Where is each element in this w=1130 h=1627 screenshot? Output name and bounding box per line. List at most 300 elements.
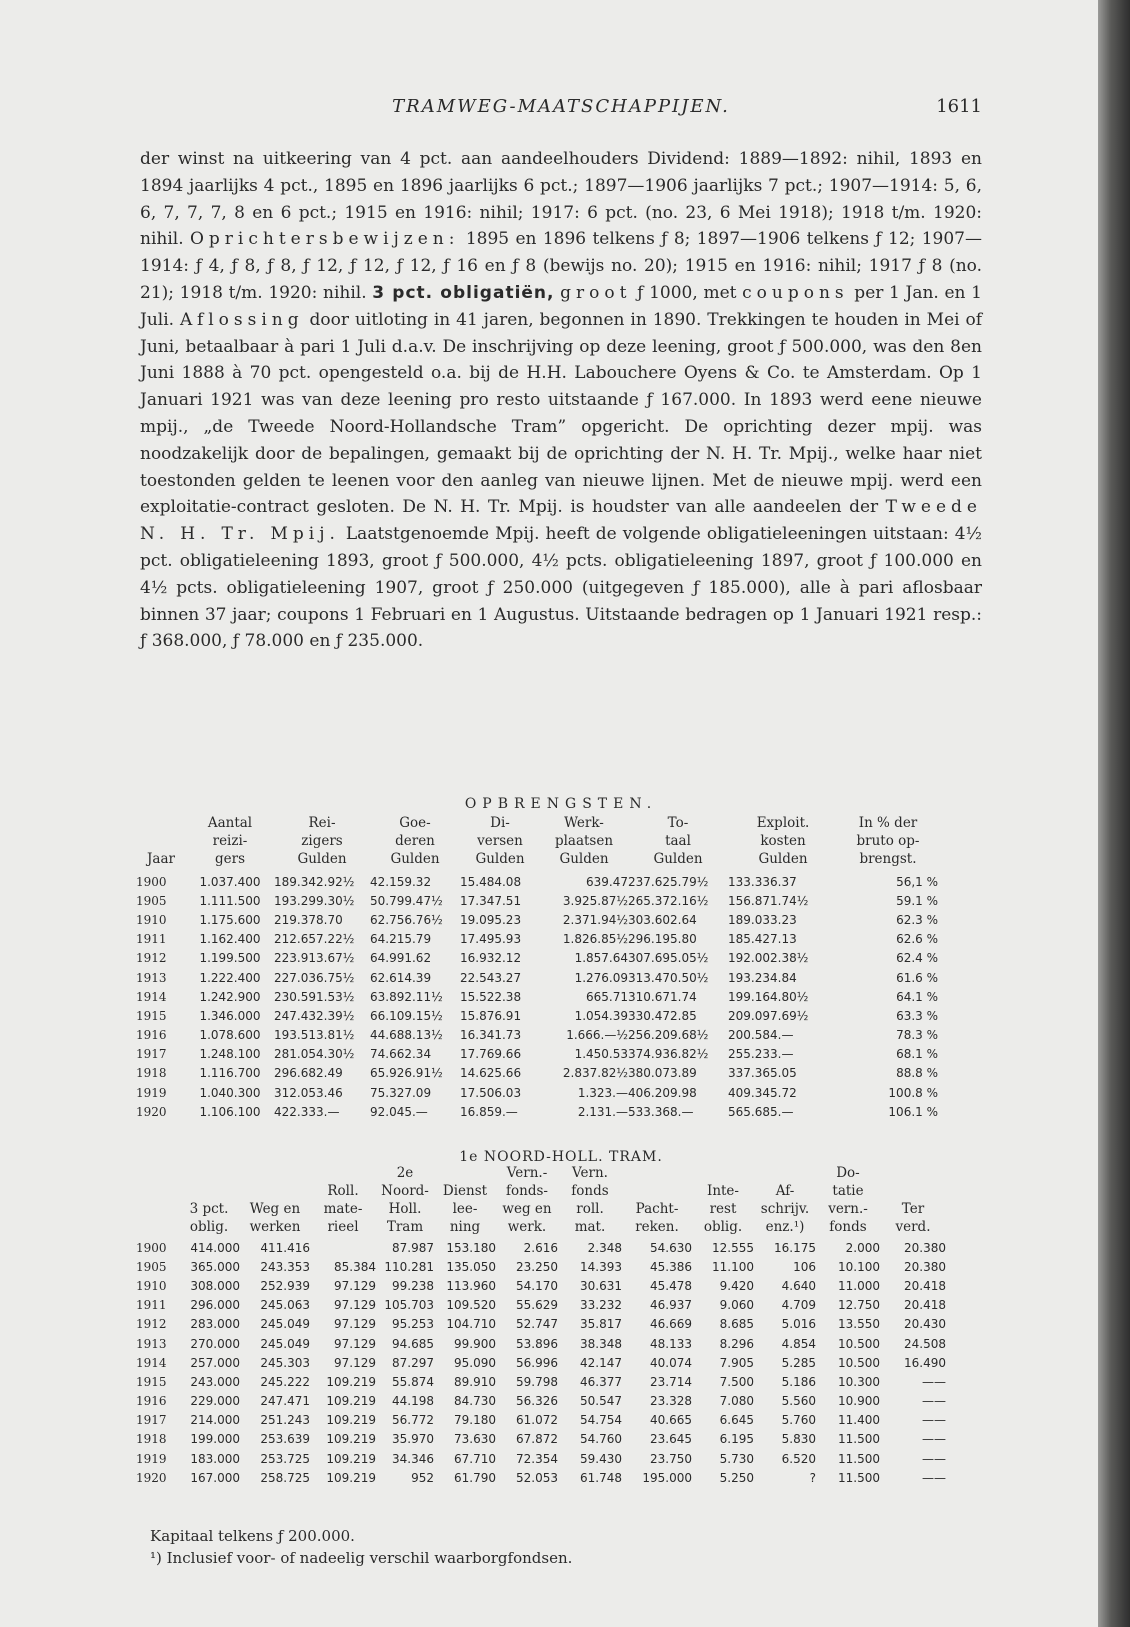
table-cell: 54.760 xyxy=(580,1432,622,1447)
table-cell: 1.857.64 xyxy=(574,951,628,966)
table-cell: 1910 xyxy=(136,1278,167,1293)
header-line: enz.¹) xyxy=(765,1219,805,1235)
header-line: fonds xyxy=(571,1183,609,1199)
table-cell: 11.000 xyxy=(838,1278,880,1293)
table-cell: 156.871.74½ xyxy=(728,893,809,908)
paragraph-segment: coupons xyxy=(742,282,849,303)
table-cell: 20.380 xyxy=(904,1259,946,1274)
table-cell: 72.354 xyxy=(516,1451,558,1466)
table-cell: 34.346 xyxy=(392,1451,434,1466)
table-cell: 17.506.03 xyxy=(460,1085,522,1100)
header-line: Af- xyxy=(775,1183,795,1199)
table-cell xyxy=(310,1238,376,1257)
table-cell: 7.500 xyxy=(719,1374,754,1389)
table-cell: 10.500 xyxy=(838,1355,880,1370)
table-cell: 1912 xyxy=(136,951,167,966)
table-cell: 11.500 xyxy=(838,1470,880,1485)
table-cell: 153.180 xyxy=(446,1240,496,1255)
book-spine xyxy=(1098,0,1130,1627)
table1-column-header xyxy=(540,814,628,868)
paragraph-segment: der winst na uitkeering van 4 pct. aan aandeelhouders Dividend: 1889—1892: nihil, 1893 en 1894 jaarlijks 4 pct., 1895 en 1896 jaarlijks 6 pct.; 1897—1906 jaarlijks 7 pct.; 1907—1914: 5, 6, 6, 7, 7, 7, 8 en 6 pct.; 1915 en 1916: nihil; 1917: 6 pct. (no. 23, 6 Mei 1918); 1918 t/m. 1920: nihil. xyxy=(140,149,982,250)
table-row xyxy=(136,1392,946,1411)
table-cell: 16.859.— xyxy=(460,1104,518,1119)
table-cell: 245.049 xyxy=(260,1317,310,1332)
table-cell: 104.710 xyxy=(446,1317,496,1332)
header-line: mat. xyxy=(574,1219,606,1235)
table-cell: 61.790 xyxy=(454,1470,496,1485)
table-cell: 84.730 xyxy=(454,1394,496,1409)
noord-holl-tram-table xyxy=(136,1164,986,1485)
table-cell: —— xyxy=(922,1451,946,1466)
table-cell: 99.238 xyxy=(392,1278,434,1293)
table-cell: 411.416 xyxy=(260,1240,310,1255)
header-line: kosten xyxy=(760,833,806,849)
header-line xyxy=(240,1182,310,1200)
table-cell: 1.037.400 xyxy=(199,874,261,889)
table1-column-header xyxy=(274,814,370,868)
table-cell: 1916 xyxy=(136,1394,167,1409)
table-cell: 189.033.23 xyxy=(728,912,797,927)
table-cell: 133.336.37 xyxy=(728,874,797,889)
table-cell: 106.1 % xyxy=(888,1104,938,1119)
header-line: Werk- xyxy=(564,815,604,831)
table-cell: 409.345.72 xyxy=(728,1085,797,1100)
table-cell: 2.371.94½ xyxy=(562,912,628,927)
table-cell: 23.250 xyxy=(516,1259,558,1274)
header-line: werk. xyxy=(507,1219,547,1235)
header-line: Aantal xyxy=(207,815,253,831)
table-cell: 212.657.22½ xyxy=(274,932,355,947)
table-cell: 9.420 xyxy=(719,1278,754,1293)
table-cell: 1900 xyxy=(136,874,167,889)
opbrengsten-table-body xyxy=(136,872,938,1121)
table-cell: 12.555 xyxy=(712,1240,754,1255)
table-cell: 1.323.— xyxy=(577,1085,628,1100)
table-cell: 209.097.69½ xyxy=(728,1008,809,1023)
header-line xyxy=(434,1164,496,1182)
table-cell: 255.233.— xyxy=(728,1047,794,1062)
table-cell: —— xyxy=(922,1374,946,1389)
table-cell: 79.180 xyxy=(454,1413,496,1428)
table-cell: 20.418 xyxy=(904,1298,946,1313)
table-cell: 13.550 xyxy=(838,1317,880,1332)
table-cell: 46.377 xyxy=(580,1374,622,1389)
table-cell: 283.000 xyxy=(190,1317,240,1332)
header-line: Dienst xyxy=(442,1183,488,1199)
table1-column-header xyxy=(838,814,938,868)
table-cell: 219.378.70 xyxy=(274,912,343,927)
table-cell: 253.639 xyxy=(260,1432,310,1447)
table-cell: 4.854 xyxy=(781,1336,816,1351)
table1-column-header xyxy=(728,814,838,868)
header-line: fonds- xyxy=(506,1183,548,1199)
table-cell: 62.3 % xyxy=(896,912,938,927)
table-cell: 5.730 xyxy=(719,1451,754,1466)
table-cell: 40.665 xyxy=(650,1413,692,1428)
table-cell: 1.222.400 xyxy=(199,970,261,985)
table-cell: 97.129 xyxy=(334,1278,376,1293)
table-cell: 2.616 xyxy=(523,1240,558,1255)
table-cell: 1.826.85½ xyxy=(562,932,628,947)
header-line xyxy=(136,1164,178,1182)
table-cell: 307.695.05½ xyxy=(628,951,709,966)
table-row xyxy=(136,1353,946,1372)
table-cell: 10.500 xyxy=(838,1336,880,1351)
table-cell: 23.714 xyxy=(650,1374,692,1389)
header-line: Jaar xyxy=(147,851,175,867)
table-cell: 42.159.32 xyxy=(370,874,432,889)
table-row xyxy=(136,1372,946,1391)
table-cell: 5.830 xyxy=(781,1432,816,1447)
table-cell: 52.053 xyxy=(516,1470,558,1485)
table-cell: 1.054.39 xyxy=(574,1008,628,1023)
table-cell: 199.000 xyxy=(190,1432,240,1447)
table-cell: 256.209.68½ xyxy=(628,1028,709,1043)
table-row xyxy=(136,1430,946,1449)
table-cell: 113.960 xyxy=(446,1278,496,1293)
table-cell: 55.629 xyxy=(516,1298,558,1313)
table-row xyxy=(136,1083,938,1102)
table-cell: 1920 xyxy=(136,1470,167,1485)
table-cell: 17.769.66 xyxy=(460,1047,522,1062)
table2-column-header xyxy=(816,1164,880,1236)
table-cell: 374.936.82½ xyxy=(628,1047,709,1062)
table-cell: 296.682.49 xyxy=(274,1066,343,1081)
table-cell: 11.500 xyxy=(838,1451,880,1466)
running-title: TRAMWEG-MAATSCHAPPIJEN. xyxy=(392,96,730,117)
header-line: To- xyxy=(667,815,689,831)
table-cell: 1905 xyxy=(136,893,167,908)
table-cell: 14.625.66 xyxy=(460,1066,522,1081)
header-line: Gulden xyxy=(297,851,347,867)
table1-column-header xyxy=(628,814,728,868)
header-line: verd. xyxy=(895,1219,931,1235)
table-cell: 17.495.93 xyxy=(460,932,522,947)
table-cell: 54.754 xyxy=(580,1413,622,1428)
table-cell: 192.002.38½ xyxy=(728,951,809,966)
table-cell: 85.384 xyxy=(334,1259,376,1274)
table-cell: 105.703 xyxy=(384,1298,434,1313)
opbrengsten-table-header xyxy=(136,814,986,868)
header-line xyxy=(622,1182,692,1200)
table-row xyxy=(136,930,938,949)
header-line: weg en xyxy=(502,1201,552,1217)
table-row xyxy=(136,891,938,910)
table-cell: 243.353 xyxy=(260,1259,310,1274)
table-cell: 109.219 xyxy=(326,1451,376,1466)
header-line: Roll. xyxy=(327,1183,359,1199)
table-cell: 2.000 xyxy=(845,1240,880,1255)
table-cell: 253.725 xyxy=(260,1451,310,1466)
table-cell: 4.640 xyxy=(781,1278,816,1293)
table-cell: 64.991.62 xyxy=(370,951,432,966)
paragraph-segment: 1895 en 1896 telkens ƒ 8; 1897—1906 telkens ƒ 12; 1907—1914: ƒ 4, ƒ 8, ƒ 8, ƒ 12, ƒ 12, ƒ 12, ƒ 16 en ƒ 8 (bewijs no. 20); 1915 en 1916: nihil; 1917 ƒ 8 (no. 21); 1918 t/m. 1920: nihil. xyxy=(140,229,982,303)
header-line xyxy=(136,832,186,850)
table-cell: 99.900 xyxy=(454,1336,496,1351)
table-cell: 56.772 xyxy=(392,1413,434,1428)
table-row xyxy=(136,968,938,987)
paragraph-text xyxy=(140,146,982,655)
header-line: lee- xyxy=(452,1201,478,1217)
table-cell: 639.47 xyxy=(586,874,628,889)
table-cell: 1918 xyxy=(136,1432,167,1447)
table-row xyxy=(136,1468,946,1487)
header-line xyxy=(880,1182,946,1200)
table-row xyxy=(136,1238,946,1257)
table-cell: 303.602.64 xyxy=(628,912,697,927)
table-cell: 296.195.80 xyxy=(628,932,697,947)
header-line: schrijv. xyxy=(760,1201,810,1217)
table-cell: 223.913.67½ xyxy=(274,951,355,966)
table-cell: 56,1 % xyxy=(896,874,938,889)
table-cell: 40.074 xyxy=(650,1355,692,1370)
table-cell: 1.242.900 xyxy=(199,989,261,1004)
header-line: Holl. xyxy=(388,1201,422,1217)
header-line: Noord- xyxy=(381,1183,429,1199)
table-cell: 20.430 xyxy=(904,1317,946,1332)
header-line: Rei- xyxy=(308,815,336,831)
table-cell: 16.932.12 xyxy=(460,951,522,966)
table-cell: 56.326 xyxy=(516,1394,558,1409)
header-line xyxy=(880,1164,946,1182)
header-line: Weg en xyxy=(249,1201,301,1217)
table-cell: 45.386 xyxy=(650,1259,692,1274)
header-line: tatie xyxy=(832,1183,864,1199)
table-cell: 1.346.000 xyxy=(199,1008,261,1023)
table-cell: 75.327.09 xyxy=(370,1085,432,1100)
page-number: 1611 xyxy=(936,96,982,117)
body-paragraph xyxy=(140,146,982,655)
table-row xyxy=(136,1411,946,1430)
table-row xyxy=(136,1296,946,1315)
header-line xyxy=(310,1164,376,1182)
table-cell: 1911 xyxy=(136,1298,167,1313)
header-line: rest xyxy=(709,1201,737,1217)
table-cell: 97.129 xyxy=(334,1298,376,1313)
header-line: 3 pct. xyxy=(189,1201,229,1217)
paragraph-segment: ƒ 1000, met xyxy=(631,282,743,303)
table-cell: 265.372.16½ xyxy=(628,893,709,908)
table1-column-header xyxy=(460,814,540,868)
table-cell: 46.937 xyxy=(650,1298,692,1313)
table-cell: 195.000 xyxy=(642,1470,692,1485)
noord-holl-tram-table-header xyxy=(136,1164,986,1236)
header-line: deren xyxy=(395,833,435,849)
table-cell: 414.000 xyxy=(190,1240,240,1255)
table-cell: 1920 xyxy=(136,1104,167,1119)
header-line: versen xyxy=(477,833,523,849)
table-cell: 11.500 xyxy=(838,1432,880,1447)
table2-column-header xyxy=(376,1164,434,1236)
table2-column-header xyxy=(136,1164,178,1236)
table-cell: 5.285 xyxy=(781,1355,816,1370)
table-cell: 88.8 % xyxy=(896,1066,938,1081)
paragraph-segment: Laatstgenoemde Mpij. heeft de volgende obligatieleeningen uitstaan: 4½ pct. obligatieleening 1893, groot ƒ 500.000, 4½ pcts. obligatieleening 1897, groot ƒ 100.000 en 4½ pcts. obligatieleening 1907, groot ƒ 250.000 (uitgegeven ƒ 185.000), alle à pari aflosbaar binnen 37 jaar; coupons 1 Februari en 1 Augustus. Uitstaande bedragen op 1 Januari 1921 resp.: ƒ 368.000, ƒ 78.000 en ƒ 235.000. xyxy=(140,524,982,652)
opbrengsten-title: OPBRENGSTEN. xyxy=(464,796,658,812)
table-cell: 61.6 % xyxy=(896,970,938,985)
header-line: mate- xyxy=(323,1201,363,1217)
table-cell: 193.299.30½ xyxy=(274,893,355,908)
table-cell: 1.162.400 xyxy=(199,932,261,947)
header-line xyxy=(692,1164,754,1182)
table-row xyxy=(136,1315,946,1334)
table-cell: 42.147 xyxy=(580,1355,622,1370)
table-cell: 533.368.— xyxy=(628,1104,694,1119)
header-line: Pacht- xyxy=(635,1201,679,1217)
table-cell: 62.614.39 xyxy=(370,970,432,985)
header-line xyxy=(622,1164,692,1182)
table-cell: 59.798 xyxy=(516,1374,558,1389)
table-cell: 330.472.85 xyxy=(628,1008,697,1023)
table-cell: 66.109.15½ xyxy=(370,1008,443,1023)
table-cell: 5.560 xyxy=(781,1394,816,1409)
table-cell: 12.750 xyxy=(838,1298,880,1313)
table-cell: 5.760 xyxy=(781,1413,816,1428)
table-cell: 9.060 xyxy=(719,1298,754,1313)
table-cell: 3.925.87½ xyxy=(562,893,628,908)
table-cell: 6.520 xyxy=(781,1451,816,1466)
table-cell: 245.049 xyxy=(260,1336,310,1351)
table2-column-header xyxy=(622,1164,692,1236)
table-cell: 135.050 xyxy=(446,1259,496,1274)
header-line: Gulden xyxy=(475,851,525,867)
table-cell: 44.198 xyxy=(392,1394,434,1409)
table2-column-header xyxy=(434,1164,496,1236)
table-cell: 15.876.91 xyxy=(460,1008,522,1023)
table-cell: 1.276.09 xyxy=(574,970,628,985)
header-line: Vern. xyxy=(572,1165,608,1181)
header-line: Gulden xyxy=(390,851,440,867)
table-cell: 252.939 xyxy=(260,1278,310,1293)
paragraph-segment: Oprichtersbewijzen: xyxy=(189,229,460,250)
table-cell: 1915 xyxy=(136,1374,167,1389)
table-cell: 23.750 xyxy=(650,1451,692,1466)
table-cell: 5.250 xyxy=(719,1470,754,1485)
table-cell: 406.209.98 xyxy=(628,1085,697,1100)
table-cell: 258.725 xyxy=(260,1470,310,1485)
table-cell: 189.342.92½ xyxy=(274,874,355,889)
table-cell: 1.248.100 xyxy=(199,1047,261,1062)
table-cell: 1.116.700 xyxy=(199,1066,261,1081)
header-line: Inte- xyxy=(706,1183,739,1199)
table-cell: 50.799.47½ xyxy=(370,893,443,908)
table-cell: 2.348 xyxy=(587,1240,622,1255)
table-cell: 214.000 xyxy=(190,1413,240,1428)
table-cell: 45.478 xyxy=(650,1278,692,1293)
table-cell: 23.645 xyxy=(650,1432,692,1447)
table-cell: —— xyxy=(922,1432,946,1447)
table-cell: 92.045.— xyxy=(370,1104,428,1119)
header-line xyxy=(136,1200,178,1218)
header-line: taal xyxy=(665,833,691,849)
table-cell: 312.053.46 xyxy=(274,1085,343,1100)
table-cell: 257.000 xyxy=(190,1355,240,1370)
table-cell: 230.591.53½ xyxy=(274,989,355,1004)
table-cell: 17.347.51 xyxy=(460,893,522,908)
table-cell: 67.872 xyxy=(516,1432,558,1447)
table-cell: 1917 xyxy=(136,1047,167,1062)
table-cell: 15.484.08 xyxy=(460,874,522,889)
table-cell: 5.186 xyxy=(781,1374,816,1389)
table-cell: 1916 xyxy=(136,1028,167,1043)
noord-holl-tram-table-body xyxy=(136,1238,946,1487)
header-line: In % der xyxy=(858,815,918,831)
table-cell: 7.905 xyxy=(719,1355,754,1370)
table-cell: 1905 xyxy=(136,1259,167,1274)
table-cell: 1913 xyxy=(136,1336,167,1351)
table-cell: 19.095.23 xyxy=(460,912,522,927)
table-cell: 109.219 xyxy=(326,1394,376,1409)
table-cell: 64.215.79 xyxy=(370,932,432,947)
table-cell: 97.129 xyxy=(334,1355,376,1370)
header-line: ning xyxy=(449,1219,481,1235)
table-row xyxy=(136,1449,946,1468)
table-cell: 16.175 xyxy=(774,1240,816,1255)
header-line: roll. xyxy=(576,1201,604,1217)
table-cell: 4.709 xyxy=(781,1298,816,1313)
header-line: Tram xyxy=(386,1219,424,1235)
table-cell: 74.662.34 xyxy=(370,1047,432,1062)
table-cell: 1919 xyxy=(136,1451,167,1466)
table-cell: 380.073.89 xyxy=(628,1066,697,1081)
table-cell: 1919 xyxy=(136,1085,167,1100)
table-cell: 1918 xyxy=(136,1066,167,1081)
header-line xyxy=(136,814,186,832)
table-cell: 422.333.— xyxy=(274,1104,340,1119)
table-cell: 46.669 xyxy=(650,1317,692,1332)
table-cell: 237.625.79½ xyxy=(628,874,709,889)
table-cell: 6.645 xyxy=(719,1413,754,1428)
table-row xyxy=(136,872,938,891)
table-cell: 2.131.— xyxy=(577,1104,628,1119)
table2-column-header xyxy=(310,1164,376,1236)
table-cell: 109.219 xyxy=(326,1413,376,1428)
table-cell: 5.016 xyxy=(781,1317,816,1332)
table-cell: 63.892.11½ xyxy=(370,989,443,1004)
paragraph-segment: 3 pct. obligatiën, xyxy=(372,282,555,303)
table-cell: 1917 xyxy=(136,1413,167,1428)
table-cell: 48.133 xyxy=(650,1336,692,1351)
header-line xyxy=(178,1164,240,1182)
table-cell: 10.100 xyxy=(838,1259,880,1274)
table-cell: 1.111.500 xyxy=(199,893,261,908)
header-line: brengst. xyxy=(859,851,917,867)
table2-column-header xyxy=(496,1164,558,1236)
table-cell: 308.000 xyxy=(190,1278,240,1293)
table-cell: 62.4 % xyxy=(896,951,938,966)
paragraph-segment: per 1 Jan. en 1 Juli. xyxy=(140,282,982,330)
table-cell: 565.685.— xyxy=(728,1104,794,1119)
table-cell: 59.1 % xyxy=(896,893,938,908)
table-cell: 50.547 xyxy=(580,1394,622,1409)
header-line: plaatsen xyxy=(554,833,614,849)
header-line: Exploit. xyxy=(756,815,810,831)
table-cell: 199.164.80½ xyxy=(728,989,809,1004)
paragraph-segment: door uitloting in 41 jaren, begonnen in 1890. Trekkingen te houden in Mei of Juni, betaalbaar à pari 1 Juli d.a.v. De inschrijving op deze leening, groot ƒ 500.000, was den 8en Juni 1888 à 70 pct. opengesteld o.a. bij de H.H. Labouchere Oyens & Co. te Amsterdam. Op 1 Januari 1921 was van deze leening pro resto uitstaande ƒ 167.000. In 1893 werd eene nieuwe mpij., „de Tweede Noord-Hollandsche Tram” opgericht. De oprichting dezer mpij. was noodzakelijk door de bepalingen, gemaakt bij de oprichting der N. H. Tr. Mpij., welke haar niet toestonden gelden te leenen voor den aanleg van nieuwe lijnen. Met de nieuwe mpij. werd een exploitatie-contract gesloten. De N. H. Tr. Mpij. is houdster van alle aandeelen der xyxy=(140,309,982,518)
table-cell: 1910 xyxy=(136,912,167,927)
table-cell: 109.219 xyxy=(326,1432,376,1447)
table-cell: 94.685 xyxy=(392,1336,434,1351)
table-cell: 63.3 % xyxy=(896,1008,938,1023)
table-cell: 44.688.13½ xyxy=(370,1028,443,1043)
kapitaal-note: Kapitaal telkens ƒ 200.000. xyxy=(150,1527,355,1545)
table-cell: 1.199.500 xyxy=(199,951,261,966)
header-line: werken xyxy=(249,1219,301,1235)
table2-column-header xyxy=(692,1164,754,1236)
table-cell: 100.8 % xyxy=(888,1085,938,1100)
table-cell: 251.243 xyxy=(260,1413,310,1428)
table-row xyxy=(136,949,938,968)
